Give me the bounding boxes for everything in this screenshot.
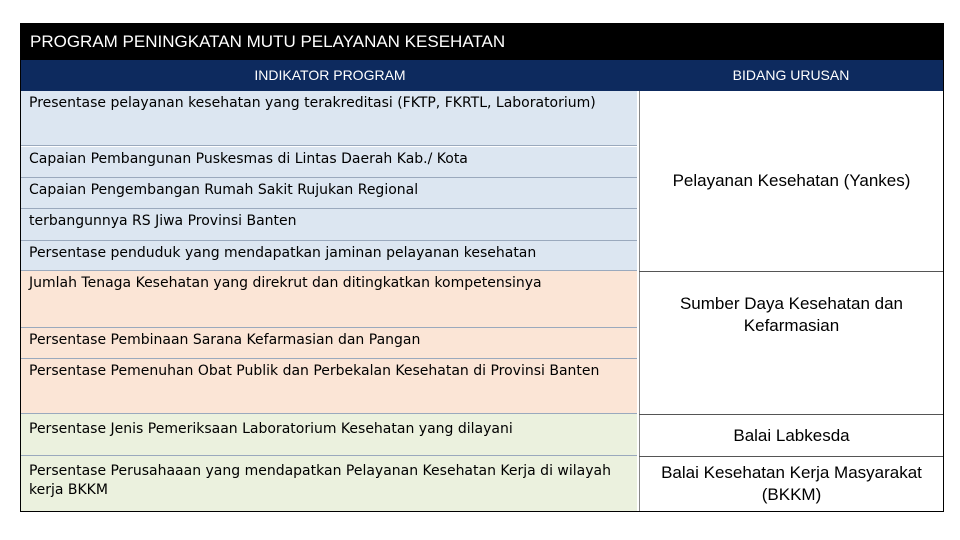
header-indikator: INDIKATOR PROGRAM [254, 67, 406, 83]
indicator-row [21, 414, 637, 456]
indicator-row [21, 147, 637, 178]
table-header [21, 60, 943, 91]
indicator-row [21, 359, 637, 414]
indicator-row [21, 328, 637, 359]
bidang-cell-bkkm [639, 457, 943, 511]
indicator-text: Persentase penduduk yang mendapatkan jaminan pelayanan kesehatan [29, 245, 537, 261]
bidang-text: Balai Kesehatan Kerja Masyarakat (BKKM) [661, 463, 922, 504]
header-bidang: BIDANG URUSAN [732, 67, 850, 83]
bidang-text: Sumber Daya Kesehatan dan Kefarmasian [679, 294, 904, 335]
indicator-text: Jumlah Tenaga Kesehatan yang direkrut dan ditingkatkan kompetensinya [29, 275, 542, 291]
indicator-row [21, 178, 637, 209]
indicator-row [21, 241, 637, 271]
bidang-cell-labkesda [639, 415, 943, 456]
indicator-text: Persentase Pemenuhan Obat Publik dan Perbekalan Kesehatan di Provinsi Banten [29, 363, 600, 379]
indicator-text: Persentase Perusahaaan yang mendapatkan Pelayanan Kesehatan Kerja di wilayah kerja BKKM [29, 463, 611, 498]
indicator-row [21, 91, 637, 146]
bidang-cell-yankes [639, 91, 943, 271]
indicator-row [21, 456, 637, 511]
indicator-text: Persentase Jenis Pemeriksaan Laboratorium Kesehatan yang dilayani [29, 421, 513, 437]
indicator-row [21, 209, 637, 241]
bidang-text: Balai Labkesda [733, 425, 850, 445]
bidang-cell-sdk [639, 272, 943, 414]
indicator-text: Presentase pelayanan kesehatan yang terakreditasi (FKTP, FKRTL, Laboratorium) [29, 95, 596, 111]
indicator-text: Capaian Pembangunan Puskesmas di Lintas Daerah Kab./ Kota [29, 151, 468, 167]
indicator-row [21, 271, 637, 328]
indicator-text: Capaian Pengembangan Rumah Sakit Rujukan Regional [29, 182, 419, 198]
indicator-text: terbangunnya RS Jiwa Provinsi Banten [29, 213, 297, 229]
indicator-text: Persentase Pembinaan Sarana Kefarmasian dan Pangan [29, 332, 421, 348]
bidang-text: Pelayanan Kesehatan (Yankes) [672, 171, 911, 190]
table-title: PROGRAM PENINGKATAN MUTU PELAYANAN KESEHATAN [21, 24, 943, 60]
program-table [20, 23, 944, 512]
